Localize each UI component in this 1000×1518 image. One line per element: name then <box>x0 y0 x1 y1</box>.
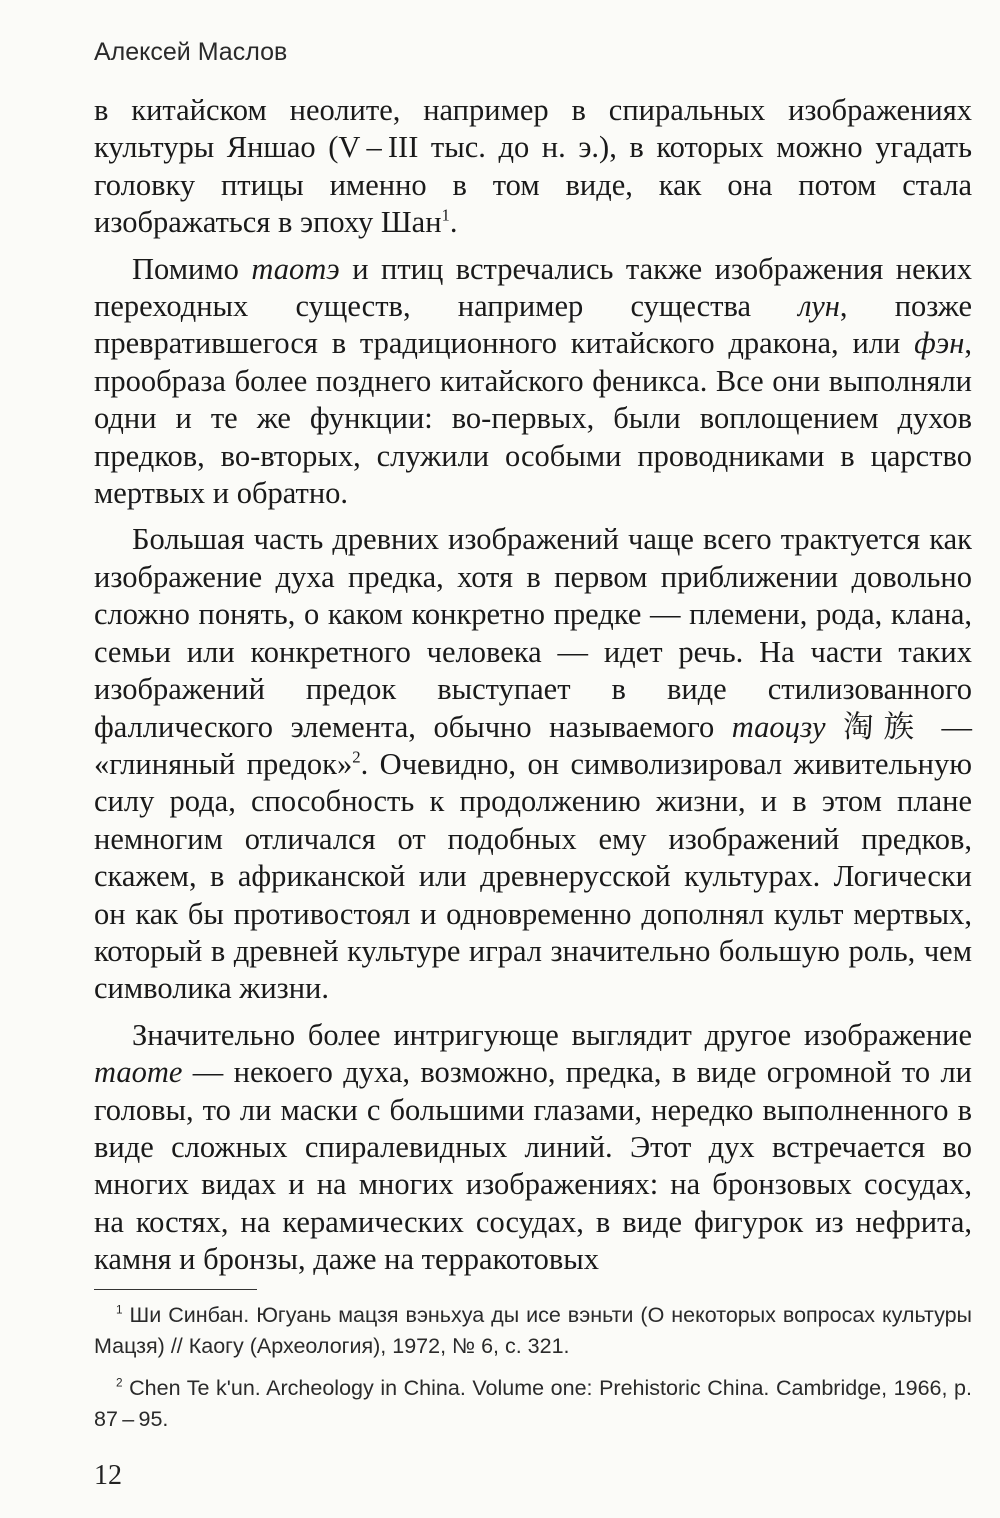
paragraph-2-text-c: , позже превратившегося в традиционного китайского дракона, или <box>94 289 973 361</box>
footnote-mark-1: 1 <box>116 1302 123 1317</box>
running-header: Алексей Маслов <box>94 38 288 66</box>
paragraph-4-text-a: Значительно более интригующе выглядит другое изображение <box>132 1017 972 1052</box>
paragraph-3-text-b: 淘族 — «глиняный предок» <box>94 709 973 781</box>
term-fen: фэн <box>914 326 965 361</box>
paragraph-2-text-d: , прообраза более позднего китайского феникса. Все они выполняли одни и те же функции: во-первых, были воплощением духов предков, во-вторых, служили особыми проводниками в царство мертвых и обратно. <box>94 326 972 511</box>
paragraph-3 <box>94 521 972 1007</box>
term-lun: лун <box>798 289 840 324</box>
page-number: 12 <box>94 1460 122 1491</box>
footnote-2 <box>94 1373 972 1434</box>
footnote-divider <box>94 1289 257 1290</box>
paragraph-1-end: . <box>449 205 458 240</box>
paragraph-2 <box>94 251 972 513</box>
footnotes <box>94 1300 972 1446</box>
footnote-1 <box>94 1300 972 1361</box>
paragraph-1-text: в китайском неолите, например в спиральных изображениях культуры Яншао (V – III тыс. до н. э.), в которых можно угадать головку птицы именно в том виде, как она потом стала изображаться в эпоху Шан <box>94 93 972 240</box>
footnote-1-text: Ши Синбан. Югуань мацзя вэньхуа ды исе вэньти (О некоторых вопросах культуры Мацзя) // Каогу (Археология), 1972, № 6, с. 321. <box>94 1303 972 1358</box>
footnote-mark-2: 2 <box>116 1375 123 1390</box>
paragraph-2-text-a: Помимо <box>132 251 252 286</box>
paragraph-4 <box>94 1017 972 1279</box>
paragraph-3-text-a: Большая часть древних изображений чаще всего трактуется как изображение духа предка, хотя в первом приближении довольно сложно понять, о каком конкретно предке — племени, рода, клана, семьи или конкретного человека — идет речь. На части таких изображений предок выступает в виде стилизованного фаллического элемента, обычно называемого <box>94 522 972 744</box>
term-taote: таотэ <box>251 251 340 286</box>
footnote-ref-1[interactable]: 1 <box>441 205 450 225</box>
paragraph-4-text-b: — некоего духа, возможно, предка, в виде огромной то ли головы, то ли маски с большими глазами, нередко выполненного в виде сложных спиралевидных линий. Этот дух встречается во многих видах и на многих изображениях: на бронзовых сосудах, на костях, на керамических сосудах, в виде фигурок из нефрита, камня и бронзы, даже на терракотовых <box>94 1055 972 1277</box>
term-taozu: таоцзу <box>731 709 826 744</box>
footnote-ref-2[interactable]: 2 <box>352 747 361 767</box>
term-taote-2: таоте <box>94 1055 183 1090</box>
main-text <box>94 92 972 1288</box>
paragraph-2-text-b: и птиц встречались также изображения неких переходных существ, например существа <box>94 251 972 324</box>
paragraph-1 <box>94 92 972 242</box>
paragraph-3-text-c: . Очевидно, он символизировал живительную силу рода, способность к продолжению жизни, и в этом плане немногим отличался от подобных ему изображений предков, скажем, в африканской или древнерусской культурах. Логически он как бы противостоял и одновременно дополнял культ мертвых, который в древней культуре играл значительно большую роль, чем символика жизни. <box>94 746 972 1006</box>
footnote-2-text: Chen Te k'un. Archeology in China. Volume one: Prehistoric China. Cambridge, 1966, p. 87 – 95. <box>94 1376 972 1431</box>
